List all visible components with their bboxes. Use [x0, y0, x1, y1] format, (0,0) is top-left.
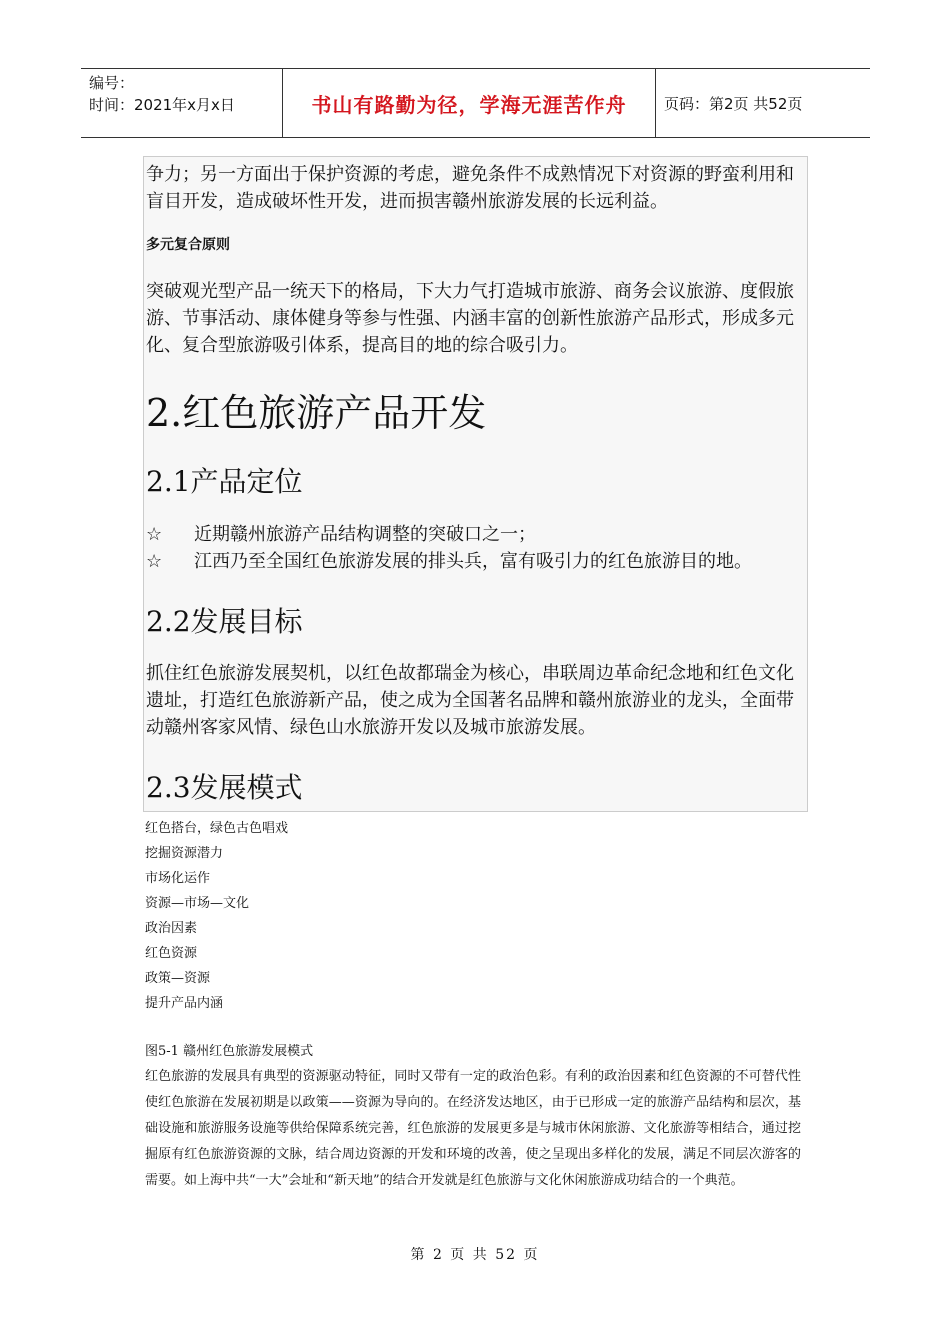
list-item: 红色搭台，绿色古色唱戏	[145, 821, 289, 836]
number-label: 编号：	[89, 74, 135, 92]
list-item: 资源—市场—文化	[145, 896, 250, 911]
list-item	[146, 548, 807, 575]
paragraph-1: 争力；另一方面出于保护资源的考虑，避免条件不成熟情况下对资源的野蛮利用和盲目开发，造成破坏性开发，进而损害赣州旅游发展的长远利益。	[146, 164, 794, 212]
page-header	[81, 68, 870, 138]
page-footer: 第 2 页 共 52 页	[410, 1247, 540, 1263]
subheading-principle: 多元复合原则	[146, 237, 230, 253]
subsection-heading-mode: 2.3发展模式	[146, 771, 303, 804]
list-item: 提升产品内涵	[145, 996, 224, 1011]
list-item	[146, 521, 807, 548]
list-item: 政策—资源	[145, 971, 211, 986]
list-item: 政治因素	[145, 921, 198, 936]
paragraph-2: 突破观光型产品一统天下的格局，下大力气打造城市旅游、商务会议旅游、度假旅游、节事活动、康体健身等参与性强、内涵丰富的创新性旅游产品形式，形成多元化、复合型旅游吸引体系，提高目的地的综合吸引力。	[146, 281, 794, 356]
content-box	[143, 156, 808, 812]
header-meta	[81, 69, 282, 137]
list-item: 红色资源	[145, 946, 198, 961]
bullet-text: 近期赣州旅游产品结构调整的突破口之一；	[194, 524, 536, 545]
list-item: 市场化运作	[145, 871, 211, 886]
subsection-heading-goals: 2.2发展目标	[146, 605, 303, 638]
section-heading: 2.红色旅游产品开发	[146, 391, 487, 435]
list-item: 挖掘资源潜力	[145, 846, 224, 861]
figure-caption: 图5-1 赣州红色旅游发展模式	[145, 1044, 314, 1059]
bullet-list	[146, 521, 807, 575]
header-motto: 书山有路勤为径，学海无涯苦作舟	[282, 69, 656, 137]
subsection-heading-positioning: 2.1产品定位	[146, 465, 303, 498]
star-icon: ☆	[146, 524, 163, 545]
header-page-info: 页码：第2页 共52页	[664, 94, 803, 113]
bullet-text: 江西乃至全国红色旅游发展的排头兵，富有吸引力的红色旅游目的地。	[194, 551, 752, 572]
diagram-text-list	[145, 816, 288, 1016]
body-paragraph: 红色旅游的发展具有典型的资源驱动特征，同时又带有一定的政治色彩。有利的政治因素和红色资源的不可替代性使红色旅游在发展初期是以政策——资源为导向的。在经济发达地区，由于已形成一定的旅游产品结构和层次，基础设施和旅游服务设施等供给保障系统完善，红色旅游的发展更多是与城市休闲旅游、文化旅游等相结合，通过挖掘原有红色旅游资源的文脉，结合周边资源的开发和环境的改善，使之呈现出多样化的发展，满足不同层次游客的需要。如上海中共“一大”会址和“新天地”的结合开发就是红色旅游与文化休闲旅游成功结合的一个典范。	[145, 1069, 801, 1188]
time-label: 时间：2021年x月x日	[89, 96, 235, 114]
star-icon: ☆	[146, 551, 163, 572]
paragraph-3: 抓住红色旅游发展契机，以红色故都瑞金为核心，串联周边革命纪念地和红色文化遗址，打造红色旅游新产品，使之成为全国著名品牌和赣州旅游业的龙头，全面带动赣州客家风情、绿色山水旅游开发以及城市旅游发展。	[146, 663, 794, 738]
